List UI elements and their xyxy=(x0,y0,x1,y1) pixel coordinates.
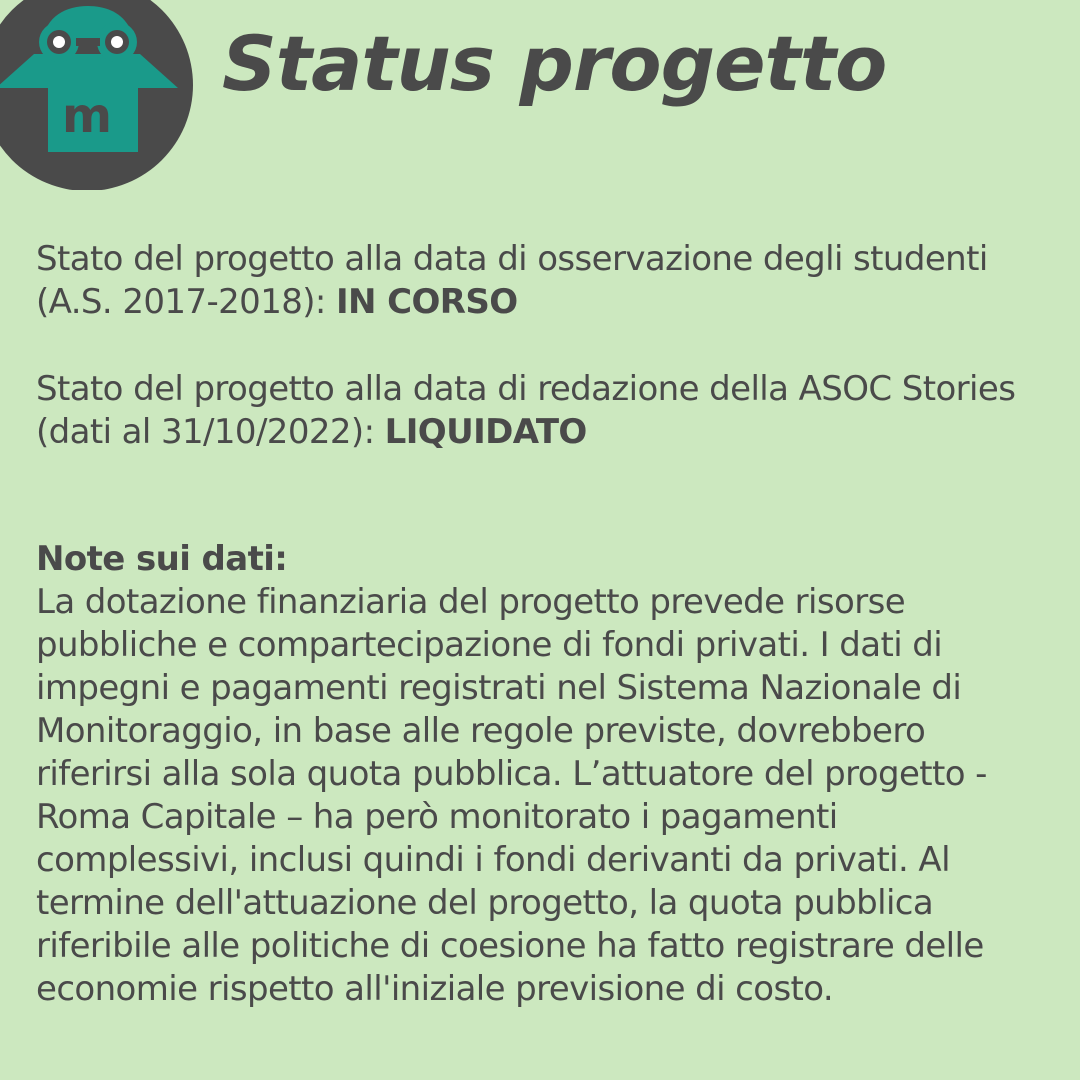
notes-heading: Note sui dati: xyxy=(36,539,288,579)
status-current xyxy=(36,368,1046,454)
status-observation-label: Stato del progetto alla data di osservazione degli studenti (A.S. 2017-2018): xyxy=(36,239,988,322)
binoculars-person-logo xyxy=(0,0,194,190)
logo-letter: m xyxy=(61,88,113,144)
notes-section xyxy=(36,538,1046,1011)
status-current-label: Stato del progetto alla data di redazione della ASOC Stories (dati al 31/10/2022): xyxy=(36,369,1016,452)
status-observation xyxy=(36,238,1046,324)
status-current-value: LIQUIDATO xyxy=(384,412,587,452)
notes-body: La dotazione finanziaria del progetto prevede risorse pubbliche e compartecipazione di fondi privati. I dati di impegni e pagamenti registrati nel Sistema Nazionale di Monitoraggio, in base alle regole previste, dovrebbero riferirsi alla sola quota pubblica. L’attuatore del progetto - Roma Capitale – ha però monitorato i pagamenti complessivi, inclusi quindi i fondi derivanti da privati. Al termine dell'attuazione del progetto, la quota pubblica riferibile alle politiche di coesione ha fatto registrare delle economie rispetto all'iniziale previsione di costo. xyxy=(36,582,987,1009)
page-title: Status progetto xyxy=(222,19,887,108)
status-observation-value: IN CORSO xyxy=(335,282,518,322)
